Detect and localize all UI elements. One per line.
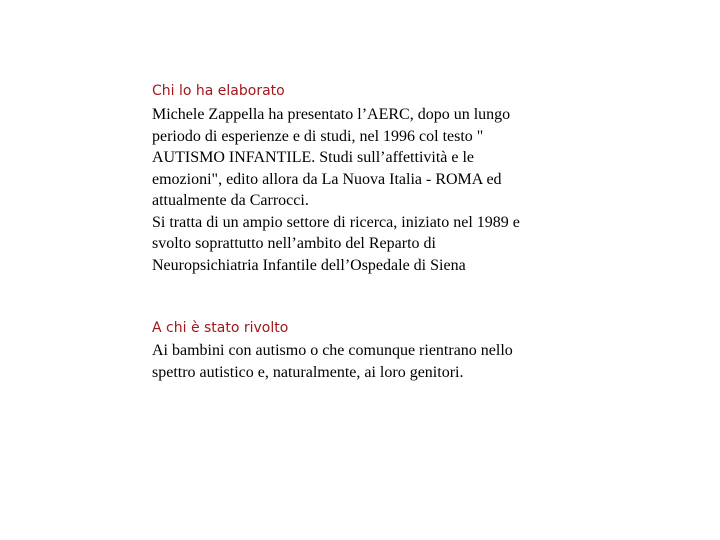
text-line: Neuropsichiatria Infantile dell’Ospedale di Siena (152, 256, 466, 274)
text-line: Ai bambini con autismo o che comunque rientrano nello (152, 342, 513, 359)
text-line: AUTISMO INFANTILE. Studi sull’affettività e le (152, 149, 475, 166)
text-line: Si tratta di un ampio settore di ricerca, iniziato nel 1989 e (152, 213, 520, 231)
text-line: Michele Zappella ha presentato l’AERC, dopo un lungo (152, 106, 511, 123)
section-heading-rivolto (152, 319, 288, 337)
text-line: spettro autistico e, naturalmente, ai loro genitori. (152, 363, 464, 381)
heading-text: hi lo ha elaborato (161, 83, 285, 99)
section-body-rivolto (152, 340, 513, 383)
heading-initial: C (152, 83, 162, 99)
section-heading-elaborato (152, 82, 285, 100)
heading-text: A chi è stato rivolto (152, 320, 289, 336)
text-line: svolto soprattutto nell’ambito del Reparto di (152, 235, 436, 252)
text-line: periodo di esperienze e di studi, nel 1996 col testo " (152, 127, 484, 145)
section-body-elaborato (152, 104, 520, 276)
text-line: attualmente da Carrocci. (152, 192, 309, 209)
text-line: emozioni", edito allora da La Nuova Italia - ROMA ed (152, 170, 502, 188)
